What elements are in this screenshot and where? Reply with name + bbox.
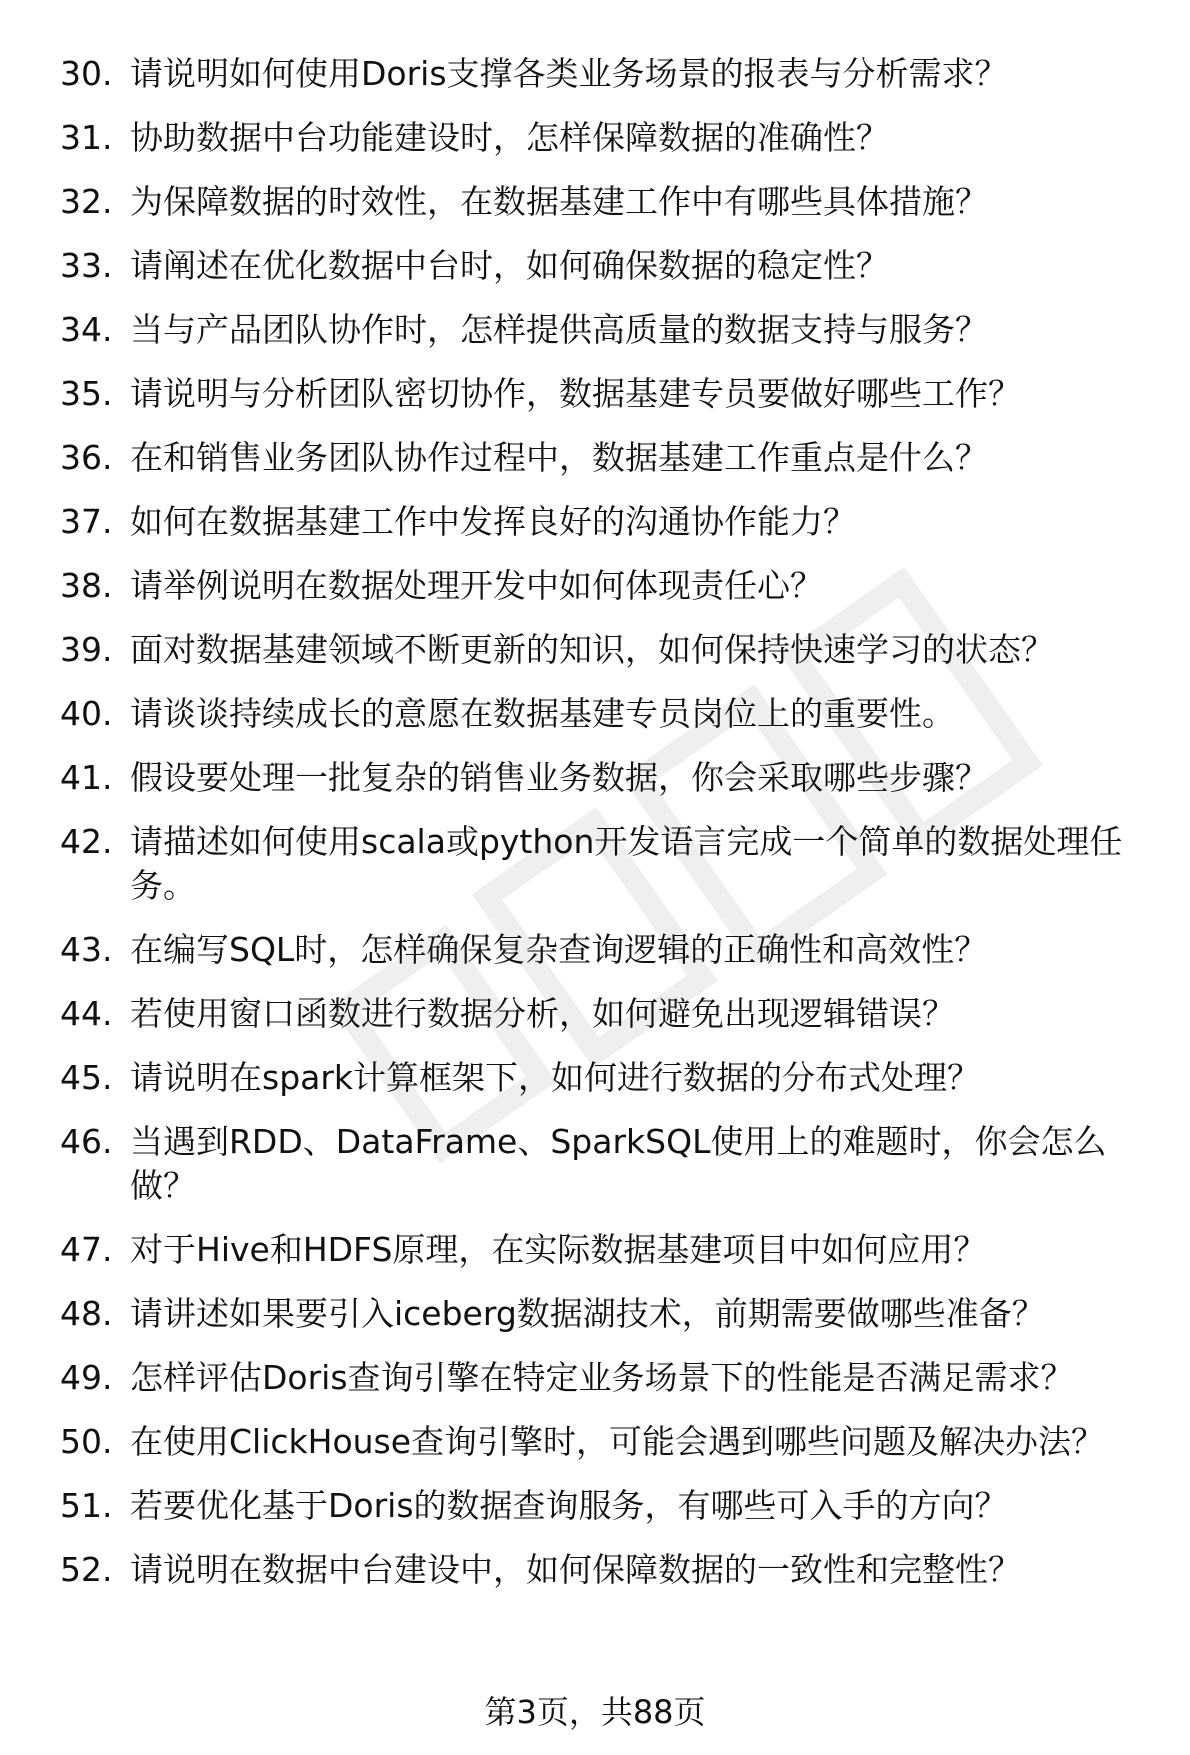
question-number: 33. [60, 246, 113, 285]
question-text: 请说明如何使用Doris支撑各类业务场景的报表与分析需求？ [130, 54, 1008, 93]
question-number: 36. [60, 438, 113, 477]
question-text: 请讲述如果要引入iceberg数据湖技术，前期需要做哪些准备？ [130, 1294, 1045, 1333]
question-number: 49. [60, 1358, 113, 1397]
question-text: 请举例说明在数据处理开发中如何体现责任心？ [130, 566, 823, 605]
question-text: 对于Hive和HDFS原理，在实际数据基建项目中如何应用？ [130, 1230, 987, 1269]
question-number: 42. [60, 822, 113, 861]
question-item [60, 820, 1165, 908]
question-item [60, 928, 1165, 972]
question-number: 50. [60, 1422, 113, 1461]
question-number: 39. [60, 630, 113, 669]
question-number: 35. [60, 374, 113, 413]
question-number: 43. [60, 930, 113, 969]
question-text: 在和销售业务团队协作过程中，数据基建工作重点是什么？ [130, 438, 988, 477]
question-number: 32. [60, 182, 113, 221]
question-text: 若使用窗口函数进行数据分析，如何避免出现逻辑错误？ [130, 994, 955, 1033]
question-item [60, 244, 1165, 288]
question-text: 在使用ClickHouse查询引擎时，可能会遇到哪些问题及解决办法？ [130, 1422, 1105, 1461]
question-item [60, 52, 1165, 96]
question-number: 46. [60, 1122, 113, 1161]
question-text: 当遇到RDD、DataFrame、SparkSQL使用上的难题时，你会怎么做？ [130, 1122, 1107, 1205]
question-number: 41. [60, 758, 113, 797]
question-item [60, 756, 1165, 800]
question-number: 45. [60, 1058, 113, 1097]
question-text: 请谈谈持续成长的意愿在数据基建专员岗位上的重要性。 [130, 694, 955, 733]
question-item [60, 1056, 1165, 1100]
question-item [60, 1548, 1165, 1592]
question-item [60, 1228, 1165, 1272]
question-text: 面对数据基建领域不断更新的知识，如何保持快速学习的状态？ [130, 630, 1054, 669]
question-number: 31. [60, 118, 113, 157]
question-text: 为保障数据的时效性，在数据基建工作中有哪些具体措施？ [130, 182, 988, 221]
question-number: 40. [60, 694, 113, 733]
question-text: 协助数据中台功能建设时，怎样保障数据的准确性？ [130, 118, 889, 157]
question-item [60, 308, 1165, 352]
question-item [60, 372, 1165, 416]
question-item [60, 1356, 1165, 1400]
question-number: 52. [60, 1550, 113, 1589]
question-text: 请说明在spark计算框架下，如何进行数据的分布式处理？ [130, 1058, 981, 1097]
question-number: 34. [60, 310, 113, 349]
question-item [60, 436, 1165, 480]
question-number: 37. [60, 502, 113, 541]
question-text: 如何在数据基建工作中发挥良好的沟通协作能力？ [130, 502, 856, 541]
question-item [60, 1292, 1165, 1336]
question-number: 38. [60, 566, 113, 605]
question-item [60, 1484, 1165, 1528]
question-item [60, 180, 1165, 224]
question-text: 请阐述在优化数据中台时，如何确保数据的稳定性？ [130, 246, 889, 285]
question-text: 若要优化基于Doris的数据查询服务，有哪些可入手的方向？ [130, 1486, 1008, 1525]
question-number: 47. [60, 1230, 113, 1269]
question-item [60, 1120, 1165, 1208]
question-text: 假设要处理一批复杂的销售业务数据，你会采取哪些步骤？ [130, 758, 988, 797]
question-text: 怎样评估Doris查询引擎在特定业务场景下的性能是否满足需求？ [130, 1358, 1074, 1397]
question-text: 当与产品团队协作时，怎样提供高质量的数据支持与服务？ [130, 310, 988, 349]
question-number: 51. [60, 1486, 113, 1525]
question-item [60, 992, 1165, 1036]
question-text: 请说明与分析团队密切协作，数据基建专员要做好哪些工作？ [130, 374, 1021, 413]
page-footer: 第3页，共88页 [484, 1693, 706, 1731]
question-list [60, 52, 1165, 1612]
question-item [60, 564, 1165, 608]
question-item [60, 628, 1165, 672]
question-number: 30. [60, 54, 113, 93]
question-number: 48. [60, 1294, 113, 1333]
question-item [60, 1420, 1165, 1464]
question-number: 44. [60, 994, 113, 1033]
question-item [60, 692, 1165, 736]
question-text: 在编写SQL时，怎样确保复杂查询逻辑的正确性和高效性？ [130, 930, 988, 969]
question-item [60, 500, 1165, 544]
question-text: 请描述如何使用scala或python开发语言完成一个简单的数据处理任务。 [130, 822, 1123, 905]
question-text: 请说明在数据中台建设中，如何保障数据的一致性和完整性？ [130, 1550, 1021, 1589]
question-item [60, 116, 1165, 160]
